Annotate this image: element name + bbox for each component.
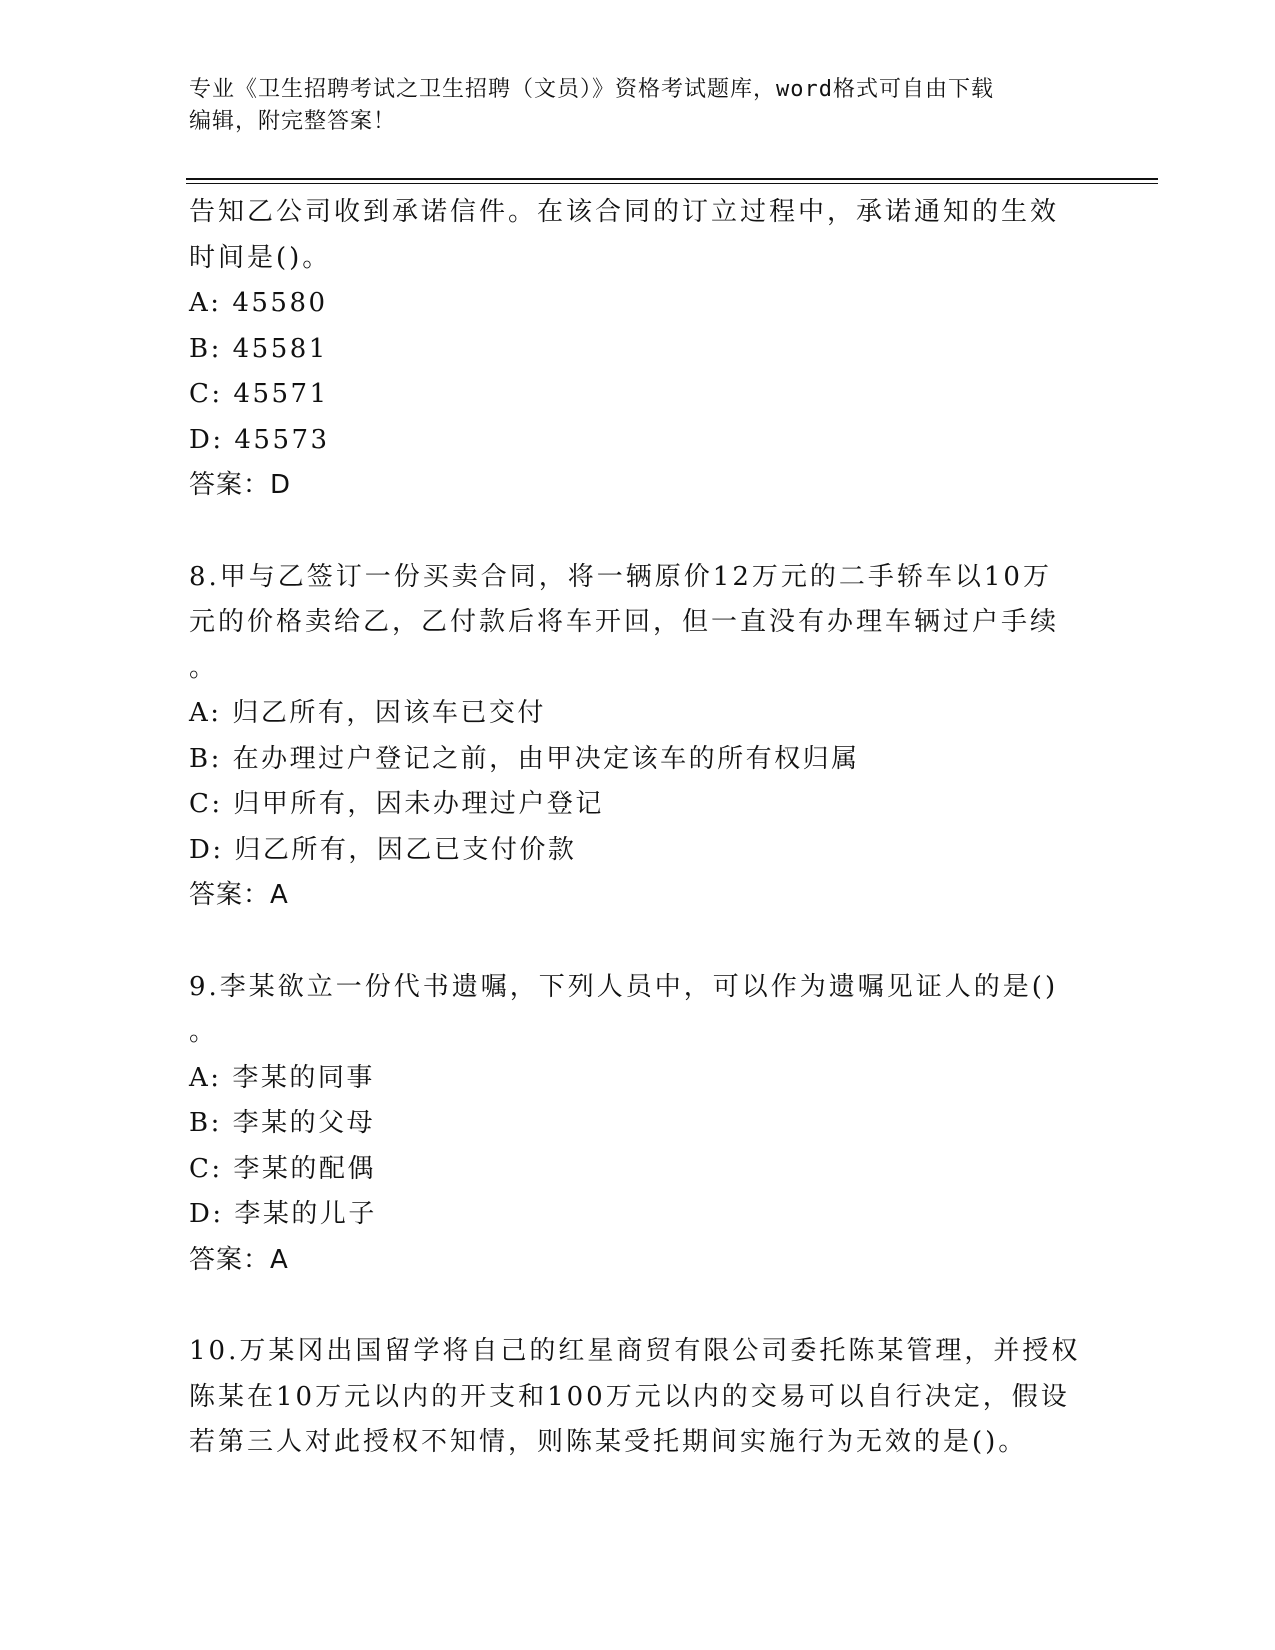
option-c [189, 782, 1089, 828]
header-divider-thick [186, 178, 1158, 180]
option-d [189, 1192, 1089, 1238]
option-d [189, 828, 1089, 874]
option-text: 李某的儿子 [234, 1199, 377, 1229]
question-7 [189, 190, 1089, 509]
option-key: D: [189, 424, 224, 455]
header-line-1: 专业《卫生招聘考试之卫生招聘（文员）》资格考试题库，word格式可自由下载 [189, 77, 994, 102]
spacer [189, 1283, 1089, 1329]
option-c [189, 372, 1089, 418]
spacer [189, 509, 1089, 555]
option-key: C: [189, 789, 223, 819]
option-key: D: [189, 834, 224, 865]
option-b [189, 737, 1089, 783]
option-d [189, 418, 1089, 464]
answer-line: 答案：A [189, 1244, 289, 1275]
question-text-line: 时间是()。 [189, 242, 332, 273]
option-text: 归乙所有，因乙已支付价款 [234, 834, 577, 865]
option-text: 45580 [232, 288, 328, 318]
option-key: D: [189, 1199, 224, 1229]
question-text-line: 元的价格卖给乙，乙付款后将车开回，但一直没有办理车辆过户手续 [189, 607, 1060, 637]
option-b [189, 1101, 1089, 1147]
option-key: B: [189, 333, 222, 364]
page-header [189, 74, 1089, 138]
header-divider-thin [186, 183, 1158, 184]
answer-line: 答案：D [189, 470, 292, 500]
option-text: 45581 [232, 333, 328, 364]
question-10 [189, 1329, 1089, 1466]
option-a [189, 691, 1089, 737]
option-key: B: [189, 1108, 222, 1138]
question-8 [189, 555, 1089, 919]
spacer [189, 919, 1089, 965]
option-a [189, 281, 1089, 327]
header-line-2: 编辑，附完整答案！ [189, 109, 397, 134]
question-text-line: 9.李某欲立一份代书遗嘱，下列人员中，可以作为遗嘱见证人的是() [189, 971, 1059, 1002]
option-text: 李某的父母 [232, 1108, 376, 1138]
option-text: 在办理过户登记之前，由甲决定该车的所有权归属 [232, 743, 860, 774]
option-text: 45571 [233, 379, 329, 409]
question-text-line: 8.甲与乙签订一份买卖合同，将一辆原价12万元的二手轿车以10万 [189, 561, 1052, 592]
question-9 [189, 965, 1089, 1284]
option-key: C: [189, 379, 223, 409]
option-key: A: [189, 698, 222, 728]
option-text: 李某的配偶 [233, 1153, 376, 1184]
question-text-line: 告知乙公司收到承诺信件。在该合同的订立过程中，承诺通知的生效 [189, 197, 1060, 227]
option-a [189, 1056, 1089, 1102]
answer-line: 答案：A [189, 880, 289, 910]
option-text: 李某的同事 [232, 1062, 375, 1093]
option-text: 归乙所有，因该车已交付 [232, 698, 546, 728]
question-text-line: 。 [189, 1017, 219, 1047]
option-b [189, 327, 1089, 373]
question-text-line: 10.万某冈出国留学将自己的红星商贸有限公司委托陈某管理，并授权 [189, 1336, 1081, 1366]
option-key: C: [189, 1153, 223, 1184]
question-text-line: 若第三人对此授权不知情，则陈某受托期间实施行为无效的是()。 [189, 1427, 1028, 1457]
question-text-line: 陈某在10万元以内的开支和100万元以内的交易可以自行决定，假设 [189, 1381, 1070, 1412]
option-key: A: [189, 1062, 222, 1093]
option-c [189, 1147, 1089, 1193]
question-text-line: 。 [189, 652, 219, 683]
option-key: A: [189, 288, 222, 318]
document-body [189, 190, 1089, 1466]
option-key: B: [189, 743, 222, 774]
option-text: 归甲所有，因未办理过户登记 [233, 789, 604, 819]
option-text: 45573 [234, 424, 330, 455]
